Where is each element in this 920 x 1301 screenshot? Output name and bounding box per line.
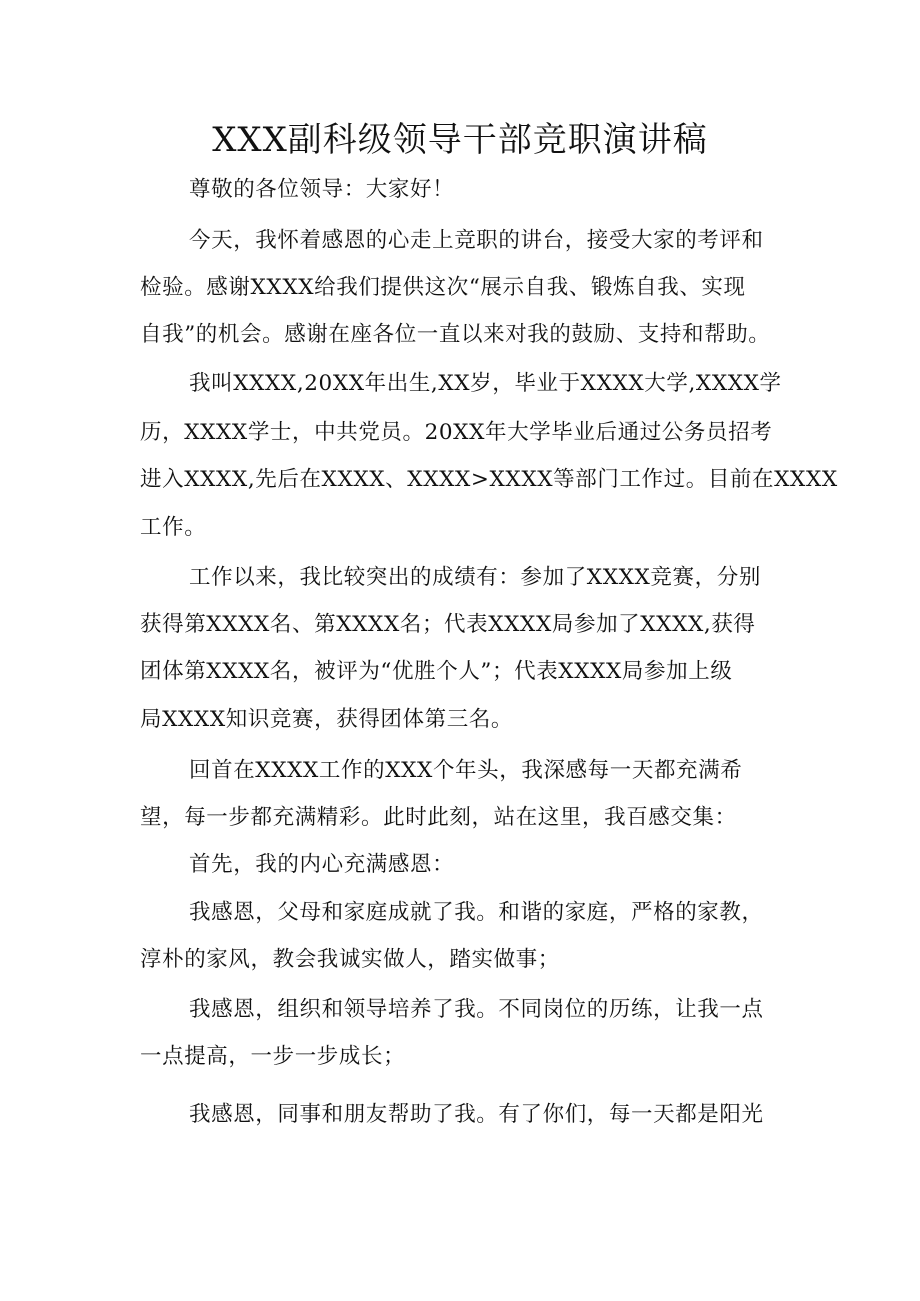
- text-line: 进入XXXX,先后在XXXX、XXXX>XXXX等部门工作过。目前在XXXX: [140, 467, 838, 492]
- text-line: 淳朴的家风，教会我诚实做人，踏实做事；: [140, 947, 560, 972]
- text-line: 望，每一步都充满精彩。此时此刻，站在这里，我百感交集：: [140, 805, 737, 830]
- text-line: 我感恩，父母和家庭成就了我。和谐的家庭，严格的家教，: [189, 900, 764, 925]
- text-line: 局XXXX知识竞赛，获得团体第三名。: [140, 707, 514, 732]
- text-line: 首先，我的内心充满感恩：: [189, 852, 455, 877]
- text-line: 检验。感谢XXXX给我们提供这次“展示自我、锻炼自我、实现: [140, 275, 746, 300]
- text-line: 今天，我怀着感恩的心走上竞职的讲台，接受大家的考评和: [189, 228, 764, 253]
- text-line: 获得第XXXX名、第XXXX名；代表XXXX局参加了XXXX,获得: [140, 612, 756, 637]
- text-line: 我感恩，组织和领导培养了我。不同岗位的历练，让我一点: [189, 997, 764, 1022]
- text-line: 工作。: [140, 515, 207, 540]
- text-line: 工作以来，我比较突出的成绩有：参加了XXXX竞赛，分别: [189, 565, 761, 590]
- page-title: XXX副科级领导干部竞职演讲稿: [212, 120, 708, 160]
- text-line: 历，XXXX学士，中共党员。20XX年大学毕业后通过公务员招考: [140, 420, 773, 445]
- text-line: 团体第XXXX名，被评为“优胜个人”；代表XXXX局参加上级: [140, 659, 733, 684]
- text-line: 一点提高，一步一步成长；: [140, 1044, 406, 1069]
- text-line: 回首在XXXX工作的XXX个年头，我深感每一天都充满希: [189, 758, 743, 783]
- text-line: 我感恩，同事和朋友帮助了我。有了你们，每一天都是阳光: [189, 1102, 764, 1127]
- text-line: 自我”的机会。感谢在座各位一直以来对我的鼓励、支持和帮助。: [140, 322, 771, 347]
- salutation-line: 尊敬的各位领导：大家好！: [189, 177, 455, 202]
- text-line: 我叫XXXX,20XX年出生,XX岁，毕业于XXXX大学,XXXX学: [189, 371, 782, 396]
